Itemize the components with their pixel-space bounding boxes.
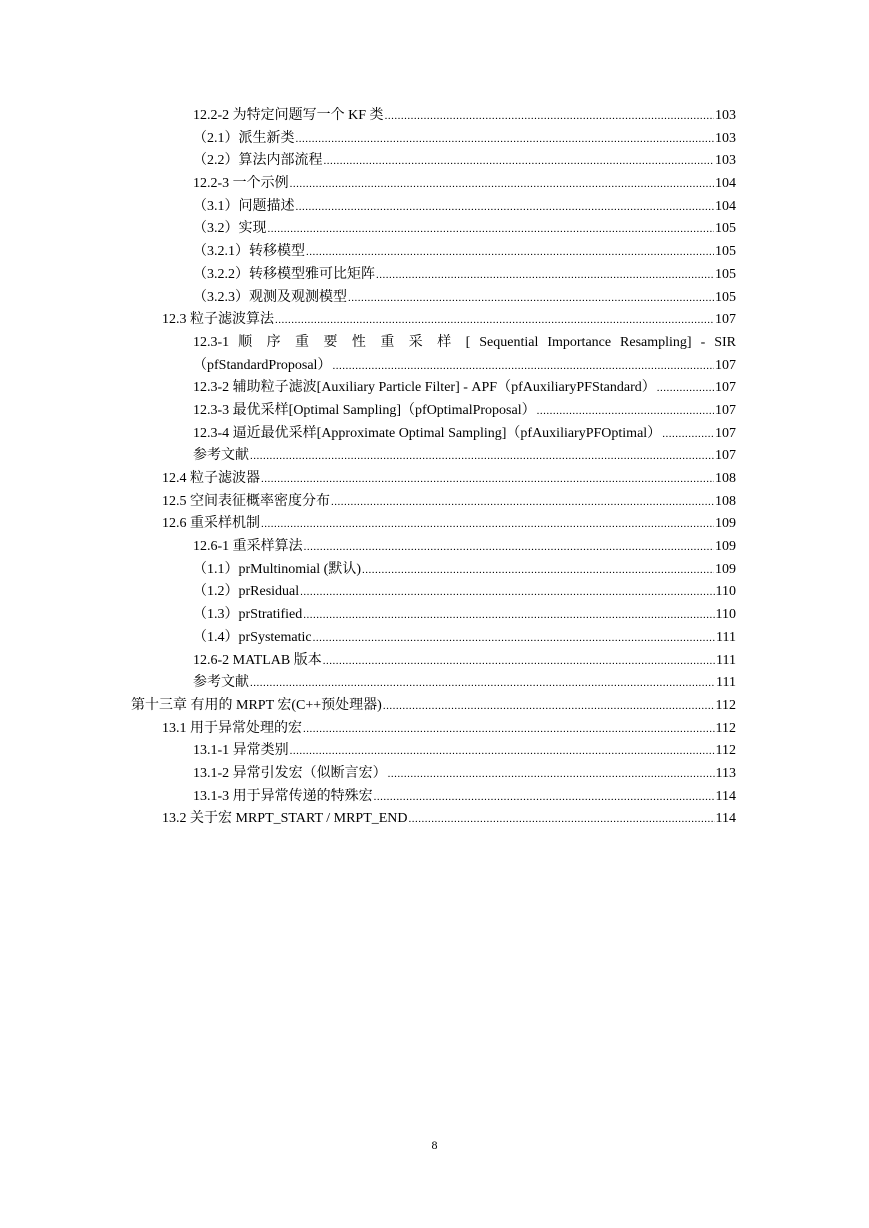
toc-entry[interactable] bbox=[0, 491, 736, 514]
toc-entry-title: 13.1-3 用于异常传递的特殊宏 bbox=[193, 788, 373, 804]
toc-entry-page: 107 bbox=[715, 448, 736, 464]
dot-leader bbox=[250, 445, 714, 468]
toc-entry-page: 107 bbox=[715, 402, 736, 418]
toc-entry[interactable] bbox=[0, 400, 736, 423]
toc-entry-title: 13.2 关于宏 MRPT_START / MRPT_END bbox=[162, 811, 408, 827]
dot-leader bbox=[303, 604, 714, 627]
toc-entry-page: 103 bbox=[715, 153, 736, 169]
dot-leader bbox=[304, 536, 714, 559]
toc-entry-page: 112 bbox=[715, 743, 736, 759]
toc-entry[interactable] bbox=[0, 718, 736, 741]
toc-entry-title: 第十三章 有用的 MRPT 宏(C++预处理器) bbox=[131, 697, 382, 713]
toc-entry[interactable] bbox=[0, 196, 736, 219]
toc-entry-page: 108 bbox=[715, 493, 736, 509]
dot-leader bbox=[662, 423, 714, 446]
dot-leader bbox=[388, 763, 715, 786]
toc-entry[interactable] bbox=[0, 355, 736, 378]
toc-entry-page: 110 bbox=[715, 607, 736, 623]
dot-leader bbox=[250, 672, 715, 695]
toc-entry-page: 103 bbox=[715, 130, 736, 146]
toc-entry-page: 114 bbox=[715, 811, 736, 827]
toc-entry[interactable] bbox=[0, 332, 736, 355]
toc-entry-page: 105 bbox=[715, 244, 736, 260]
toc-entry[interactable] bbox=[0, 763, 736, 786]
toc-entry-page: 105 bbox=[715, 266, 736, 282]
toc-entry[interactable] bbox=[0, 604, 736, 627]
toc-entry-title: 12.2-2 为特定问题写一个 KF 类 bbox=[193, 108, 384, 123]
dot-leader bbox=[348, 287, 714, 310]
toc-entry[interactable] bbox=[0, 650, 736, 673]
toc-entry[interactable] bbox=[0, 740, 736, 763]
toc-entry-title: （pfStandardProposal） bbox=[193, 357, 332, 373]
toc-entry-page: 107 bbox=[715, 312, 736, 328]
dot-leader bbox=[383, 695, 715, 718]
dot-leader bbox=[409, 808, 715, 831]
page-number: 8 bbox=[431, 1138, 438, 1152]
toc-entry-title: 13.1-2 异常引发宏（似断言宏） bbox=[193, 765, 387, 781]
dot-leader bbox=[537, 400, 714, 423]
dot-leader bbox=[296, 196, 715, 219]
toc-entry-page: 109 bbox=[715, 539, 736, 555]
toc-entry-title: 12.3-4 逼近最优采样[Approximate Optimal Sampling]（pfAuxiliaryPFOptimal） bbox=[193, 425, 662, 441]
toc-entry[interactable] bbox=[0, 513, 736, 536]
toc-entry-title: （2.2）算法内部流程 bbox=[193, 153, 323, 169]
toc-entry-page: 112 bbox=[715, 720, 736, 736]
toc-entry-title: （1.2）prResidual bbox=[193, 584, 300, 600]
dot-leader bbox=[376, 264, 714, 287]
dot-leader bbox=[324, 150, 715, 173]
dot-leader bbox=[385, 105, 714, 128]
toc-entry-page: 111 bbox=[716, 629, 736, 645]
toc-entry-title: （3.1）问题描述 bbox=[193, 198, 295, 214]
toc-entry[interactable] bbox=[0, 536, 736, 559]
toc-entry-title: 12.3-2 辅助粒子滤波[Auxiliary Particle Filter] - APF（pfAuxiliaryPFStandard） bbox=[193, 380, 656, 396]
toc-entry-page: 112 bbox=[715, 697, 736, 713]
toc-entry-page: 105 bbox=[715, 221, 736, 237]
toc-entry-title: 13.1 用于异常处理的宏 bbox=[162, 720, 302, 736]
toc-entry-title: 12.3-3 最优采样[Optimal Sampling]（pfOptimalProposal） bbox=[193, 402, 536, 418]
toc-entry-page: 109 bbox=[715, 561, 736, 577]
dot-leader bbox=[268, 218, 715, 241]
toc-entry[interactable] bbox=[0, 581, 736, 604]
toc-entry-page: 111 bbox=[716, 675, 736, 691]
toc-entry-page: 107 bbox=[715, 425, 736, 441]
dot-leader bbox=[300, 581, 714, 604]
toc-entry-title: 12.6-1 重采样算法 bbox=[193, 539, 303, 555]
toc-entry-title: 12.4 粒子滤波器 bbox=[162, 471, 260, 486]
toc-entry-page: 104 bbox=[715, 176, 736, 192]
toc-entry-title: 13.1-1 异常类别 bbox=[193, 743, 289, 759]
toc-entry[interactable] bbox=[0, 695, 736, 718]
dot-leader bbox=[362, 559, 714, 582]
toc-entry[interactable] bbox=[0, 377, 736, 400]
toc-entry-page: 107 bbox=[715, 357, 736, 373]
toc-entry[interactable] bbox=[0, 468, 736, 491]
toc-entry-title: 12.6-2 MATLAB 版本 bbox=[193, 652, 322, 668]
dot-leader bbox=[261, 513, 714, 536]
toc-entry[interactable] bbox=[0, 105, 736, 128]
toc-entry-title: （1.4）prSystematic bbox=[193, 629, 312, 645]
toc-entry[interactable] bbox=[0, 287, 736, 310]
toc-entry[interactable] bbox=[0, 241, 736, 264]
toc-entry[interactable] bbox=[0, 173, 736, 196]
toc-entry-title: 12.5 空间表征概率密度分布 bbox=[162, 493, 330, 509]
toc-entry-title: （3.2.3）观测及观测模型 bbox=[193, 289, 347, 305]
toc-entry-title: （3.2）实现 bbox=[193, 221, 267, 237]
toc-entry-page: 107 bbox=[715, 380, 736, 396]
toc-entry[interactable] bbox=[0, 128, 736, 151]
toc-entry[interactable] bbox=[0, 559, 736, 582]
toc-entry-title: 参考文献 bbox=[193, 448, 249, 464]
toc-entry[interactable] bbox=[0, 309, 736, 332]
toc-entry-page: 108 bbox=[715, 471, 736, 486]
dot-leader bbox=[303, 718, 715, 741]
dot-leader bbox=[290, 173, 714, 196]
dot-leader bbox=[306, 241, 714, 264]
toc-entry-title: 12.2-3 一个示例 bbox=[193, 176, 289, 192]
toc-entry[interactable] bbox=[0, 808, 736, 831]
toc-entry-title: （1.1）prMultinomial (默认) bbox=[193, 561, 361, 577]
toc-entry-page: 103 bbox=[715, 108, 736, 123]
dot-leader bbox=[331, 491, 714, 514]
toc-entry-page: 113 bbox=[715, 765, 736, 781]
toc-entry-page: 109 bbox=[715, 516, 736, 532]
toc-entry[interactable] bbox=[0, 218, 736, 241]
toc-entry-title: 12.3-1 顺 序 重 要 性 重 采 样 [ Sequential Importance Resampling] - SIR bbox=[193, 334, 736, 350]
dot-leader bbox=[332, 355, 714, 378]
dot-leader bbox=[374, 786, 715, 809]
dot-leader bbox=[275, 309, 714, 332]
dot-leader bbox=[323, 650, 715, 673]
toc-entry-title: （1.3）prStratified bbox=[193, 607, 303, 623]
dot-leader bbox=[296, 128, 715, 151]
toc-entry-title: （3.2.2）转移模型雅可比矩阵 bbox=[193, 266, 375, 282]
toc-entry-page: 105 bbox=[715, 289, 736, 305]
toc-entry-page: 104 bbox=[715, 198, 736, 214]
dot-leader bbox=[313, 627, 715, 650]
dot-leader bbox=[657, 377, 714, 400]
toc-entry[interactable] bbox=[0, 423, 736, 446]
toc-entry-title: 12.3 粒子滤波算法 bbox=[162, 312, 274, 328]
dot-leader bbox=[290, 740, 715, 763]
toc-entry[interactable] bbox=[0, 264, 736, 287]
toc-entry-page: 114 bbox=[715, 788, 736, 804]
toc-entry-page: 110 bbox=[715, 584, 736, 600]
toc-entry-page: 111 bbox=[716, 652, 736, 668]
dot-leader bbox=[261, 468, 714, 491]
toc-entry-title: （3.2.1）转移模型 bbox=[193, 244, 305, 260]
toc-entry[interactable] bbox=[0, 786, 736, 809]
toc-entry[interactable] bbox=[0, 627, 736, 650]
toc-entry[interactable] bbox=[0, 150, 736, 173]
toc-entry-title: 12.6 重采样机制 bbox=[162, 516, 260, 532]
table-of-contents bbox=[0, 105, 869, 831]
toc-entry-title: （2.1）派生新类 bbox=[193, 130, 295, 146]
toc-entry-title: 参考文献 bbox=[193, 675, 249, 691]
toc-entry[interactable] bbox=[0, 672, 736, 695]
toc-entry[interactable] bbox=[0, 445, 736, 468]
